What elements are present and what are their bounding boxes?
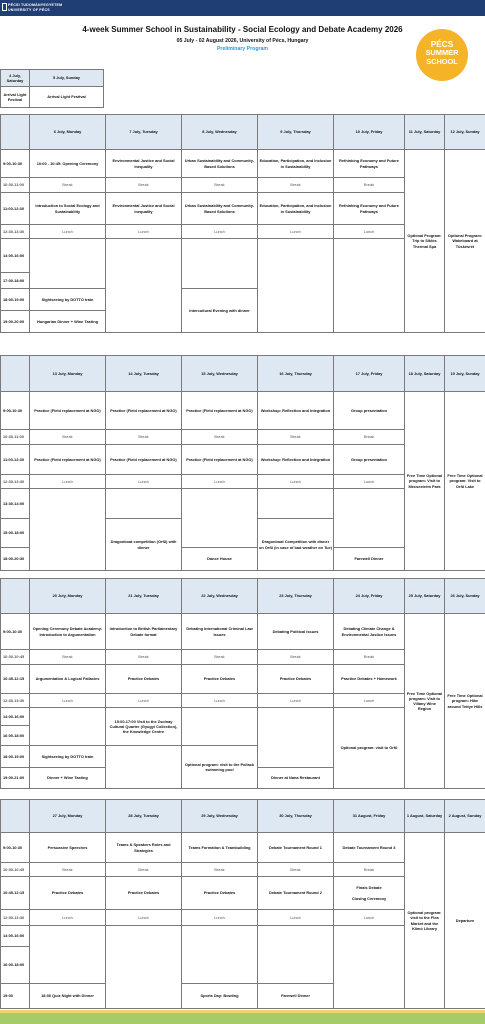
session-cell: Practice Debates [106,877,182,910]
empty-cell [30,489,106,571]
event-cell: Sightseeing by DOTTO train [30,289,106,311]
empty-cell [258,239,334,333]
time-cell: 19:00-20:00 [1,311,30,333]
session-cell: Practice Debates [106,665,182,694]
empty-cell [334,239,405,333]
time-cell: 10:30-11:00 [1,430,30,445]
time-cell: 11:00-12:30 [1,193,30,225]
lunch-cell: Lunch [30,694,106,708]
session-cell: Practice Debates [258,665,334,694]
time-cell: 10:30-10:45 [1,863,30,877]
session-cell: 10:00 - 10:45: Opening Ceremony [30,150,106,178]
session-cell: Teams Formation & Teambuilding [182,833,258,863]
time-cell: 14:00-16:00 [1,926,30,947]
time-cell: 18:00-19:00 [1,289,30,311]
time-cell: 12:30-13:30 [1,910,30,926]
session-cell: Practice Debates [182,877,258,910]
weekend-cell: Free Time Optional program: Visit to Orfű Lake [445,392,485,571]
lunch-cell: Lunch [258,910,334,926]
day-header: 22 July, Wednesday [182,579,258,614]
lunch-cell: Lunch [182,225,258,239]
lunch-cell: Lunch [258,475,334,489]
session-cell: Environmental Justice and Social Inequality [106,193,182,225]
university-logo-icon [2,3,7,11]
event-cell: Dance House [182,548,258,571]
logo-text-3: SCHOOL [426,57,458,66]
empty-cell [182,708,258,746]
day-header: 15 July, Wednesday [182,356,258,392]
break-cell: Break [182,863,258,877]
session-cell: Practice (Field replacement at NGO) [30,445,106,475]
summer-school-logo [416,29,468,81]
session-cell: Practice (Field replacement at NGO) [182,392,258,430]
time-cell: 17:00-18:00 [1,273,30,289]
day-header: 23 July, Thursday [258,579,334,614]
time-cell: 19:00-21:00 [1,768,30,789]
time-cell: 10:45-12:15 [1,665,30,694]
arrival-table [0,69,104,108]
header-bar [0,0,485,16]
lunch-cell: Lunch [106,910,182,926]
break-cell: Break [30,430,106,445]
session-cell: Practice (Field replacement at NGO) [106,392,182,430]
corner-cell [1,356,30,392]
corner-cell [1,800,30,833]
session-cell: Practice (Field replacement at NGO) [106,445,182,475]
empty-cell [258,489,334,519]
empty-cell [182,926,258,984]
footer-stripe-green [0,1013,485,1024]
weekend-cell: Optional Program: Wakeboard at Tüskésrét [445,150,485,333]
break-cell: Break [106,178,182,193]
time-cell: 9:00-10:30 [1,392,30,430]
lunch-cell: Lunch [334,910,405,926]
empty-cell [30,926,106,984]
time-cell: 9:00-10:30 [1,150,30,178]
day-header: 19 July, Sunday [445,356,485,392]
lunch-cell: Lunch [30,225,106,239]
day-header: 16 July, Thursday [258,356,334,392]
event-cell: Dinner at Nana Restaurant [258,768,334,789]
empty-cell [30,239,106,289]
event-cell: Farewell Dinner [334,548,405,571]
empty-cell [258,926,334,984]
time-cell: 12:30-13:30 [1,225,30,239]
event-cell: Sports Day: Bowling [182,984,258,1009]
empty-cell [106,239,182,333]
lunch-cell: Lunch [258,694,334,708]
empty-cell [106,746,182,789]
event-cell: Hungarian Dinner + Wine Tasting [30,311,106,333]
session-cell: Practice Debates [182,665,258,694]
day-header: 25 July, Saturday [405,579,445,614]
weekend-cell: Free Time Optional program: Visit to Mecsextrém Park [405,392,445,571]
time-cell: 12:30-13:30 [1,694,30,708]
day-header: 13 July, Monday [30,356,106,392]
day-header: 26 July, Sunday [445,579,485,614]
time-cell: 16:00-18:00 [1,726,30,746]
day-header: 20 July, Monday [30,579,106,614]
empty-cell [106,489,182,519]
day-header: 24 July, Friday [334,579,405,614]
time-cell: 10:30-10:45 [1,650,30,665]
session-cell: Argumentation & Logical Fallacies [30,665,106,694]
day-header: 1 August, Saturday [405,800,445,833]
session-cell: Debating Climate Change & Environmental Justice Issues [334,614,405,650]
lunch-cell: Lunch [30,475,106,489]
session-cell: Rethinking Economy and Future Pathways [334,193,405,225]
empty-cell [106,926,182,1009]
university-name-hu: PÉCSI TUDOMÁNYEGYETEM [8,3,63,7]
time-cell: 14:00-16:00 [1,708,30,726]
event-cell: Optional program: visit to the Pollack swimming pool [182,746,258,789]
session-cell: Debate Tournament Round 2 [258,877,334,910]
break-cell: Break [334,863,405,877]
session-cell: Teams & Speakers Roles and Strategies [106,833,182,863]
session-cell: Practice Debates [30,877,106,910]
time-cell: 14:00-16:00 [1,239,30,273]
session-cell: Debate Tournament Round 3 [334,833,405,863]
lunch-cell: Lunch [334,694,405,708]
week-3-table [0,578,485,789]
session-cell: Rethinking Economy and Future Pathways [334,150,405,178]
session-cell: Group presentation [334,392,405,430]
corner-cell [1,579,30,614]
break-cell: Break [182,650,258,665]
logo-text-1: PÉCS [430,39,454,49]
break-cell: Break [30,650,106,665]
day-header: 5 July, Sunday [30,70,104,87]
university-name [8,3,62,12]
schedule-cell: Arrival Light Festival [30,87,104,108]
week-4-table [0,799,485,1009]
lunch-cell: Lunch [106,475,182,489]
closing-ceremony: Closing Ceremony [351,896,387,901]
schedule-cell: Arrival Light Festival [1,87,30,108]
session-cell: Education, Participation, and Inclusion in Sustainability [258,193,334,225]
weekend-cell: Free Time Optional program: Visit to Villány Wine Region [405,614,445,789]
session-cell: Practice (Field replacement at NGO) [182,445,258,475]
weekend-cell: Optional Program: Trip to Siklós Thermal Spa [405,150,445,333]
university-name-en: UNIVERSITY OF PÉCS [8,7,50,12]
event-cell: Intercultural Evening with dinner [182,289,258,333]
break-cell: Break [106,430,182,445]
break-cell: Break [182,430,258,445]
time-cell: 12:30-13:30 [1,475,30,489]
page-title: 4-week Summer School in Sustainability - Social Ecology and Debate Academy 2026 [82,25,403,34]
weekend-cell: Optional program: visit to the Flea Market and the Klimó Library [405,833,445,1009]
weekend-cell: Departure [445,833,485,1009]
break-cell: Break [106,863,182,877]
break-cell: Break [30,863,106,877]
day-header: 27 July, Monday [30,800,106,833]
day-header: 7 July, Tuesday [106,115,182,150]
finals-debate: Finals Debate [356,884,382,890]
time-cell: 9:00-10:30 [1,833,30,863]
lunch-cell: Lunch [334,225,405,239]
event-cell: Optional program: visit to Orfű [334,708,405,789]
session-cell: Education, Participation, and Inclusion in Sustainability [258,150,334,178]
session-cell: Opening Ceremony Debate Academy: Introduction to Argumentation [30,614,106,650]
day-header: 10 July, Friday [334,115,405,150]
event-cell: Dragonboat competition (Orfű) with dinner [106,519,182,571]
session-cell: Introduction to British Parliamentary Debate format [106,614,182,650]
time-cell: 15:00-18:00 [1,519,30,548]
time-cell: 11:00-12:30 [1,445,30,475]
week-2-table [0,355,485,571]
day-header: 4 July, Saturday [1,70,30,87]
day-header: 9 July, Thursday [258,115,334,150]
break-cell: Break [182,178,258,193]
empty-cell [182,489,258,548]
day-header: 2 August, Sunday [445,800,485,833]
status-label: Preliminary Program [216,46,269,52]
break-cell: Break [258,430,334,445]
lunch-cell: Lunch [182,694,258,708]
time-cell: 10:45-12:15 [1,877,30,910]
session-cell: Debate Tournament Round 1 [258,833,334,863]
lunch-cell: Lunch [106,225,182,239]
event-cell: 15:00-17:00 Visit to the Zsolnay Cultural Quarter (Gyugyi Collection), the Knowledge Centre [106,708,182,746]
empty-cell [258,708,334,768]
break-cell: Break [258,650,334,665]
break-cell: Break [334,650,405,665]
break-cell: Break [258,178,334,193]
session-cell [334,877,405,910]
day-header: 28 July, Tuesday [106,800,182,833]
empty-cell [30,708,106,746]
event-cell: Sightseeing by DOTTO train [30,746,106,768]
day-header: 8 July, Wednesday [182,115,258,150]
lunch-cell: Lunch [182,910,258,926]
break-cell: Break [258,863,334,877]
empty-cell [334,489,405,548]
session-cell: Practice Debates + Homework [334,665,405,694]
event-cell: 18:00 Quiz Night with Dinner [30,984,106,1009]
session-cell: Debating International Criminal Law Issues [182,614,258,650]
session-cell: Urban Sustainability and Community-Based Solutions [182,150,258,178]
break-cell: Break [334,178,405,193]
lunch-cell: Lunch [106,694,182,708]
day-header: 31 August, Friday [334,800,405,833]
session-cell: Workshop: Reflection and Integration [258,392,334,430]
session-cell: Environmental Justice and Social Inequality [106,150,182,178]
lunch-cell: Lunch [182,475,258,489]
time-cell: 18:00-20:30 [1,548,30,571]
time-cell: 9:00-10:30 [1,614,30,650]
session-cell: Practice (Field replacement at NGO) [30,392,106,430]
session-cell: Persuasive Speeches [30,833,106,863]
lunch-cell: Lunch [30,910,106,926]
time-cell: 10:30-11:00 [1,178,30,193]
page-subtitle: 05 July - 02 August 2026, University of Pécs, Hungary [176,38,309,44]
weekend-cell: Free Time Optional program: Hike around Tettye Hills [445,614,485,789]
day-header: 29 July, Wednesday [182,800,258,833]
break-cell: Break [334,430,405,445]
day-header: 18 July, Saturday [405,356,445,392]
week-1-table [0,114,485,333]
break-cell: Break [106,650,182,665]
day-header: 30 July, Thursday [258,800,334,833]
corner-cell [1,115,30,150]
lunch-cell: Lunch [258,225,334,239]
day-header: 12 July, Sunday [445,115,485,150]
event-cell: Dinner + Wine Tasting [30,768,106,789]
day-header: 11 July, Saturday [405,115,445,150]
session-cell: Workshop: Reflection and Integration [258,445,334,475]
time-cell: 18:00-19:00 [1,746,30,768]
day-header: 21 July, Tuesday [106,579,182,614]
lunch-cell: Lunch [334,475,405,489]
day-header: 6 July, Monday [30,115,106,150]
session-cell: Urban Sustainability and Community-Based Solutions [182,193,258,225]
empty-cell [334,926,405,1009]
time-cell: 19:00 [1,984,30,1009]
time-cell: 13:30-14:00 [1,489,30,519]
event-cell: Farewell Dinner [258,984,334,1009]
session-cell: Debating Political Issues [258,614,334,650]
break-cell: Break [30,178,106,193]
session-cell: Introduction to Social Ecology and Sustainability [30,193,106,225]
time-cell: 16:00-18:00 [1,947,30,984]
logo-text-2: SUMMER [425,48,459,57]
session-cell: Group presentation [334,445,405,475]
day-header: 17 July, Friday [334,356,405,392]
empty-cell [182,239,258,289]
day-header: 14 July, Tuesday [106,356,182,392]
event-cell: Dragonboat Competition with dinner on Orfű (in case of bad weather on Tue) [258,519,334,571]
